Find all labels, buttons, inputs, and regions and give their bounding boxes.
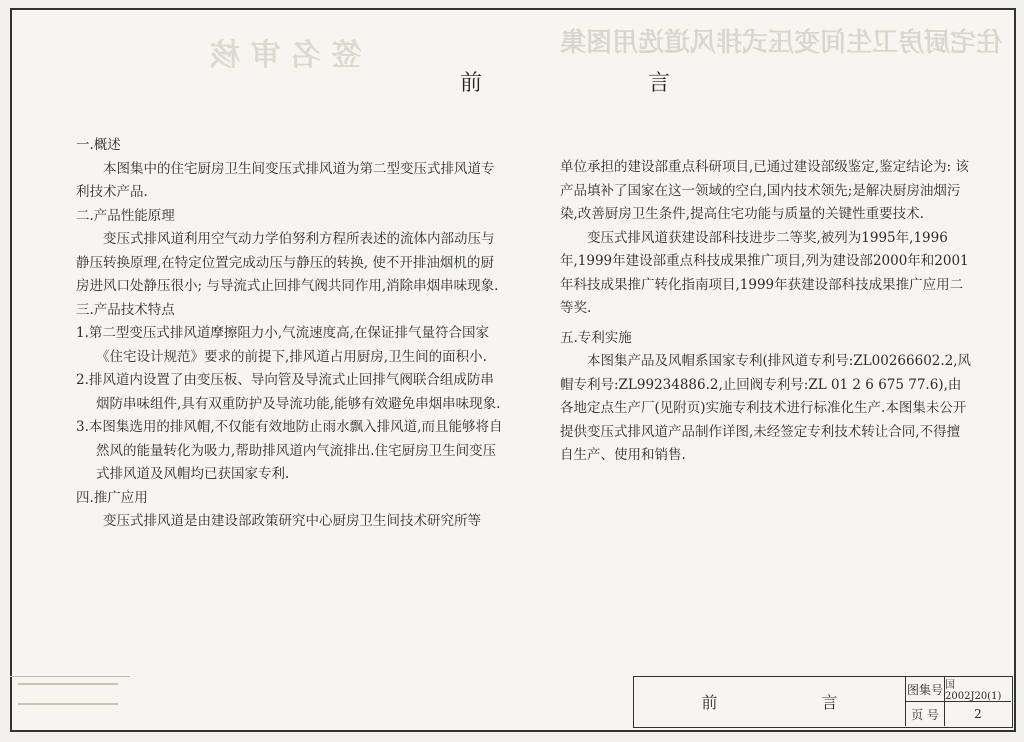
atlas-number-value: 国2002J20(1) [945, 680, 1002, 702]
show-through-background: 住宅厨房卫生间变压式排风道选用图集 [560, 28, 1003, 58]
section-1-heading: 一.概述 [76, 137, 121, 153]
show-through-signatures: 签 名 审 核 [210, 38, 362, 73]
section-4-text: 变压式排风道是由建设部政策研究中心厨房卫生间技术研究所等 [103, 513, 481, 529]
section-4-continued: 单位承担的建设部重点科研项目,已通过建设部级鉴定,鉴定结论为: 该产品填补了国家在这一领域的空白,国内技术领先;是解决厨房油烟污染,改善厨房卫生条件,提高住宅功能与质量的关键性重要技术. [560, 159, 969, 222]
signature-strip [10, 676, 130, 729]
section-3-item-1: 1.第二型变压式排风道摩擦阻力小,气流速度高,在保证排气量符合国家《住宅设计规范》要求的前提下,排风道占用厨房,卫生间的面积小. [76, 325, 489, 365]
left-column [76, 134, 504, 534]
page-number-row [906, 702, 1011, 726]
atlas-number-label: 图集号 [906, 677, 945, 701]
page-title: 前 言 [460, 71, 743, 96]
section-3-item-2: 2.排风道内设置了由变压板、导向管及导流式止回排气阀联合组成防串烟防串味组件,具有双重防护及导流功能,能够有效避免串烟串味现象. [76, 372, 501, 412]
section-2-text: 变压式排风道利用空气动力学伯努利方程所表述的流体内部动压与静压转换原理,在特定位置完成动压与静压的转换, 使不开排油烟机的厨房进风口处静压很小; 与导流式止回排气阀共同作用,消除串烟串味现象. [76, 231, 499, 294]
right-column [560, 156, 972, 468]
section-1-text: 本图集中的住宅厨房卫生间变压式排风道为第二型变压式排风道专利技术产品. [76, 160, 495, 200]
section-5-text: 本图集产品及风帽系国家专利(排风道专利号:ZL00266602.2,风帽专利号:ZL99234886.2,止回阀专利号:ZL 01 2 6 675 77.6),由各地定点生产厂(见附页)实施专利技术进行标准化生产.本图集未公开提供变压式排风道产品制作详图,未经签定专利技术转让合同,不得擅自生产、使用和销售. [560, 353, 972, 463]
title-block [633, 676, 1013, 728]
page-number-value: 2 [974, 707, 982, 721]
title-block-name: 前 言 [634, 677, 906, 726]
section-3-heading: 三.产品技术特点 [76, 301, 175, 318]
atlas-number-row [906, 677, 1011, 702]
page-number-label: 页 号 [906, 702, 945, 726]
section-4-heading: 四.推广应用 [76, 489, 148, 506]
section-5-heading: 五.专利实施 [560, 329, 632, 346]
section-2-heading: 二.产品性能原理 [76, 207, 175, 224]
awards-text: 变压式排风道获建设部科技进步二等奖,被列为1995年,1996年,1999年建设部重点科技成果推广项目,列为建设部2000年和2001年科技成果推广转化指南项目,1999年获建设部科技成果推广应用二等奖. [560, 229, 969, 316]
section-3-item-3: 3.本图集选用的排风帽,不仅能有效地防止雨水飘入排风道,而且能够将自然风的能量转化为吸力,帮助排风道内气流排出.住宅厨房卫生间变压式排风道及风帽均已获国家专利. [76, 419, 503, 482]
